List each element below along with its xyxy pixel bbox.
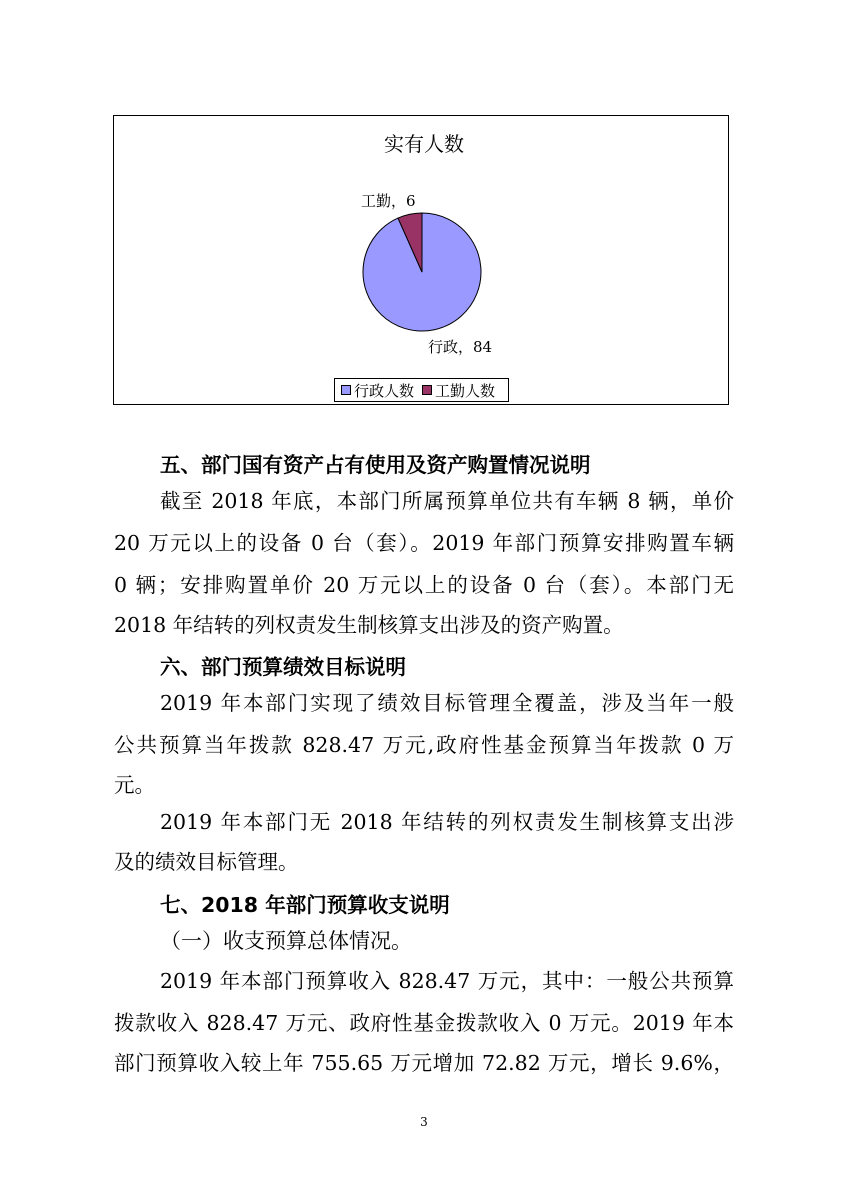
legend-item-gongqin — [422, 380, 495, 401]
s6-p1-line-1: 2019 年本部门实现了绩效目标管理全覆盖，涉及当年一般 — [160, 691, 734, 715]
legend-item-xingzheng — [341, 380, 414, 401]
s5-line-3: 0 辆；安排购置单价 20 万元以上的设备 0 台（套）。本部门无 — [114, 573, 734, 597]
s5-line-4: 2018 年结转的列权责发生制核算支出涉及的资产购置。 — [114, 613, 624, 637]
s7-line-1: 2019 年本部门预算收入 828.47 万元，其中：一般公共预算 — [160, 969, 734, 993]
pie-chart — [0, 0, 848, 420]
section-7-subheading: （一）收支预算总体情况。 — [160, 929, 412, 953]
s7-line-3: 部门预算收入较上年 755.65 万元增加 72.82 万元，增长 9.6%， — [114, 1051, 734, 1075]
legend-swatch-gongqin — [422, 385, 432, 395]
s6-p2-line-1: 2019 年本部门无 2018 年结转的列权责发生制核算支出涉 — [160, 810, 734, 834]
s6-p1-line-3: 元。 — [114, 773, 155, 797]
s6-p1-line-2: 公共预算当年拨款 828.47 万元,政府性基金预算当年拨款 0 万 — [114, 733, 734, 757]
legend-swatch-xingzheng — [341, 385, 351, 395]
chart-title: 实有人数 — [384, 132, 464, 156]
s6-p2-line-2: 及的绩效目标管理。 — [114, 850, 299, 874]
legend-label-gongqin: 工勤人数 — [435, 381, 496, 400]
section-7-heading: 七、2018 年部门预算收支说明 — [160, 893, 450, 917]
legend-label-xingzheng: 行政人数 — [354, 381, 415, 400]
s5-line-2: 20 万元以上的设备 0 台（套）。2019 年部门预算安排购置车辆 — [114, 531, 734, 555]
chart-legend — [334, 378, 509, 402]
s5-line-1: 截至 2018 年底，本部门所属预算单位共有车辆 8 辆，单价 — [160, 489, 734, 513]
section-6-heading: 六、部门预算绩效目标说明 — [160, 655, 406, 679]
data-label-xingzheng: 行政，84 — [428, 338, 493, 356]
section-5-heading: 五、部门国有资产占有使用及资产购置情况说明 — [160, 453, 591, 477]
s7-line-2: 拨款收入 828.47 万元、政府性基金拨款收入 0 万元。2019 年本 — [114, 1011, 734, 1035]
page-number: 3 — [420, 1115, 428, 1129]
data-label-gongqin: 工勤，6 — [361, 192, 416, 210]
